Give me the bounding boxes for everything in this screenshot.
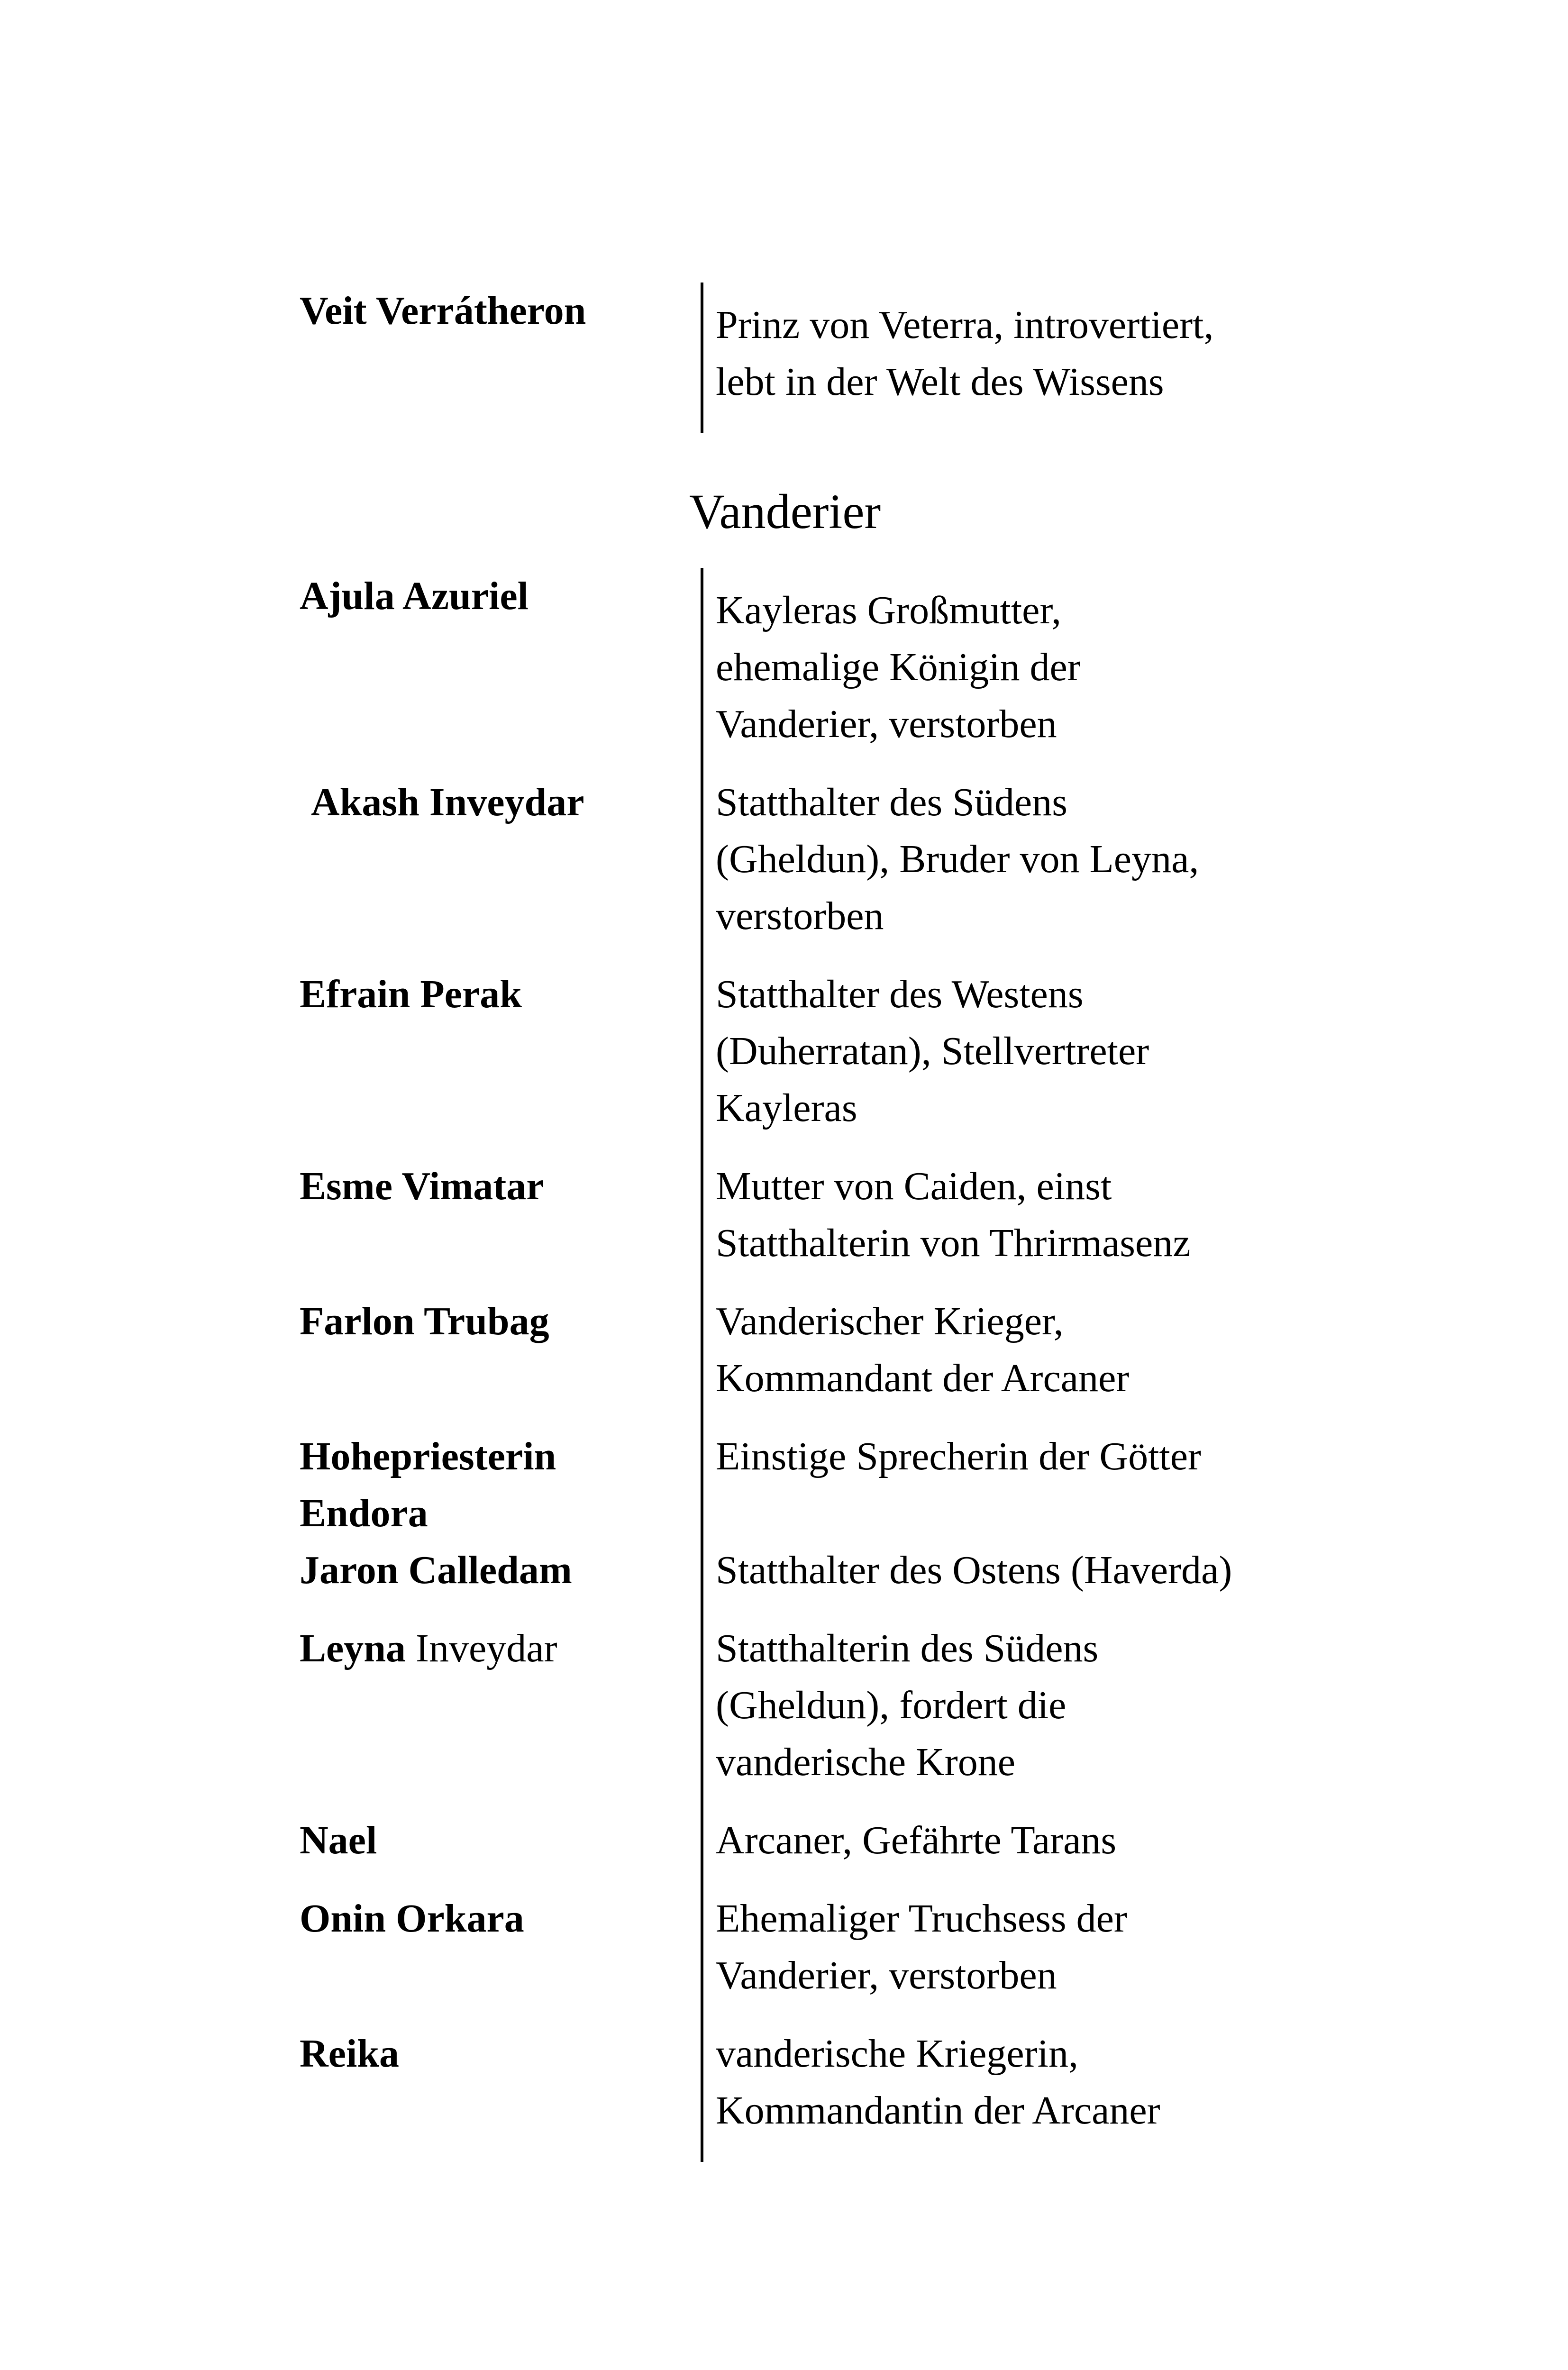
character-name-bold: Reika [300, 2032, 399, 2076]
table-row [300, 568, 1290, 774]
character-name [300, 568, 701, 774]
character-name [300, 966, 701, 1158]
character-name-bold: Farlon Trubag [300, 1299, 549, 1343]
character-description: Arcaner, Gefährte Tarans [701, 1812, 1290, 1890]
character-name [300, 2025, 701, 2162]
table-row [300, 283, 1290, 433]
character-description: Einstige Sprecherin der Götter [701, 1428, 1290, 1542]
top-character-table [300, 283, 1290, 433]
character-name [300, 1812, 701, 1890]
character-name-bold: Hohepriesterin Endora [300, 1434, 556, 1535]
character-description: Statthalter des Westens (Duherratan), Stellvertreter Kayleras [701, 966, 1290, 1158]
character-description: Prinz von Veterra, introvertiert, lebt in der Welt des Wissens [701, 283, 1290, 433]
table-row [300, 1158, 1290, 1293]
table-row [300, 966, 1290, 1158]
character-name [300, 1890, 701, 2025]
character-description: Kayleras Großmutter, ehemalige Königin der Vanderier, verstorben [701, 568, 1290, 774]
table-row [300, 1542, 1290, 1620]
table-row [300, 2025, 1290, 2162]
character-name-rest: Inveydar [406, 1626, 557, 1670]
table-row [300, 774, 1290, 966]
character-name-bold: Jaron Calledam [300, 1548, 572, 1592]
character-description: vanderische Kriegerin, Kommandantin der Arcaner [701, 2025, 1290, 2162]
character-name: Veit Verrátheron [300, 289, 586, 333]
table-row [300, 1428, 1290, 1542]
table-row [300, 1812, 1290, 1890]
character-name [300, 1293, 701, 1428]
character-description: Ehemaliger Truchsess der Vanderier, verstorben [701, 1890, 1290, 2025]
character-description: Vanderischer Krieger, Kommandant der Arcaner [701, 1293, 1290, 1428]
character-description: Statthalterin des Südens (Gheldun), fordert die vanderische Krone [701, 1620, 1290, 1812]
character-name [300, 1542, 701, 1620]
vanderier-character-table [300, 568, 1290, 2162]
character-name [300, 774, 701, 966]
character-description: Statthalter des Ostens (Haverda) [701, 1542, 1290, 1620]
table-row [300, 1890, 1290, 2025]
table-row [300, 1293, 1290, 1428]
character-name-bold: Nael [300, 1818, 377, 1862]
character-description: Statthalter des Südens (Gheldun), Bruder von Leyna, verstorben [701, 774, 1290, 966]
character-name-bold: Esme Vimatar [300, 1164, 544, 1208]
character-description: Mutter von Caiden, einst Statthalterin von Thrirmasenz [701, 1158, 1290, 1293]
table-row [300, 1620, 1290, 1812]
character-name-bold: Ajula Azuriel [300, 574, 529, 618]
character-name [300, 1428, 701, 1542]
character-name-bold: Onin Orkara [300, 1896, 524, 1941]
character-name [300, 1158, 701, 1293]
character-name-bold: Efrain Perak [300, 972, 522, 1016]
character-name [300, 1620, 701, 1812]
character-name-bold: Akash Inveydar [311, 780, 584, 824]
character-name-bold: Leyna [300, 1626, 406, 1670]
section-heading: Vanderier [689, 484, 881, 539]
